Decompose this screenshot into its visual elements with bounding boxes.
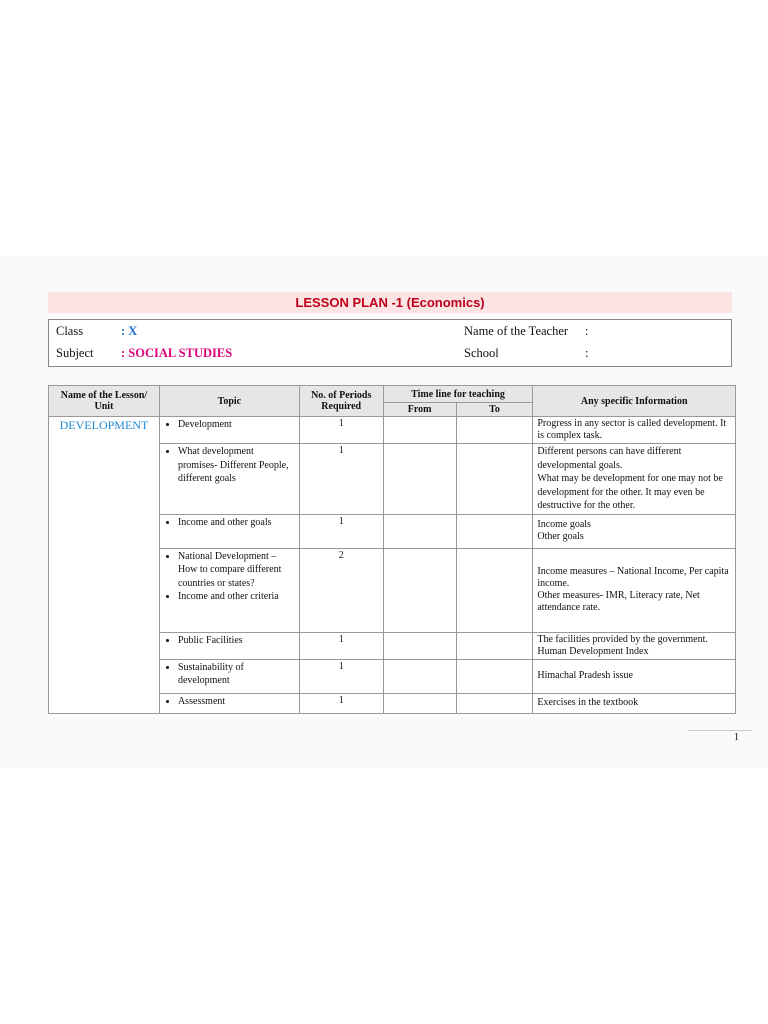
- class-value: : X: [121, 324, 138, 338]
- header-timeline: Time line for teaching: [383, 386, 533, 403]
- unit-name: DEVELOPMENT: [49, 417, 160, 714]
- lesson-plan-title: LESSON PLAN -1 (Economics): [295, 295, 485, 310]
- page-number: 1: [734, 732, 739, 743]
- info-line: Income measures – National Income, Per capita income.: [537, 566, 729, 589]
- school-label: School: [464, 346, 499, 360]
- teacher-label: Name of the Teacher: [464, 324, 569, 338]
- to-cell: [456, 659, 533, 693]
- info-line: Income goals: [537, 519, 591, 530]
- from-cell: [383, 693, 456, 713]
- topic-cell: [159, 417, 299, 444]
- periods-cell: 1: [299, 659, 383, 693]
- info-cell: [533, 659, 736, 693]
- periods-cell: 1: [299, 417, 383, 444]
- periods-cell: 1: [299, 514, 383, 548]
- info-cell: [533, 417, 736, 444]
- topic-item: • What development promises- Different People, different goals: [178, 445, 295, 486]
- info-cell: [533, 444, 736, 515]
- info-line: Progress in any sector is called development. It is complex task.: [537, 418, 727, 441]
- to-cell: [456, 632, 533, 659]
- info-line: Himachal Pradesh issue: [537, 670, 633, 681]
- to-cell: [456, 693, 533, 713]
- topic-cell: [159, 693, 299, 713]
- header-lesson: Name of the Lesson/ Unit: [49, 386, 160, 417]
- table-row: [49, 417, 736, 444]
- topic-item: • Sustainability of development: [178, 661, 295, 688]
- from-cell: [383, 659, 456, 693]
- from-cell: [383, 632, 456, 659]
- info-cell: [533, 632, 736, 659]
- info-cell: [533, 693, 736, 713]
- from-cell: [383, 444, 456, 515]
- topic-item: • National Development – How to compare different countries or states?: [178, 550, 295, 591]
- topic-item: • Development: [178, 418, 295, 432]
- title-bar: [48, 292, 732, 313]
- topic-item: • Public Facilities: [178, 634, 295, 648]
- info-cell: [533, 514, 736, 548]
- topic-item: • Income and other goals: [178, 516, 295, 530]
- topic-item: • Income and other criteria: [178, 590, 295, 604]
- header-to: To: [456, 403, 533, 417]
- info-line: What may be development for one may not be development for the other. It may even be destructive for the other.: [537, 473, 723, 511]
- class-label: Class: [56, 324, 84, 338]
- topic-item: • Assessment: [178, 695, 295, 709]
- topic-cell: [159, 659, 299, 693]
- from-cell: [383, 548, 456, 632]
- periods-cell: 1: [299, 632, 383, 659]
- periods-cell: 1: [299, 693, 383, 713]
- info-line: Other measures- IMR, Literacy rate, Net attendance rate.: [537, 590, 700, 613]
- info-line: Other goals: [537, 531, 584, 542]
- info-box: [48, 319, 732, 367]
- document-page: [0, 256, 768, 768]
- header-info: Any specific Information: [533, 386, 736, 417]
- periods-cell: 1: [299, 444, 383, 515]
- periods-cell: 2: [299, 548, 383, 632]
- info-line: Human Development Index: [537, 645, 649, 657]
- info-line: Different persons can have different developmental goals.: [537, 446, 682, 471]
- footer-divider: [688, 730, 752, 731]
- to-cell: [456, 514, 533, 548]
- header-topic: Topic: [159, 386, 299, 417]
- from-cell: [383, 417, 456, 444]
- topic-cell: [159, 514, 299, 548]
- teacher-value: :: [585, 324, 589, 338]
- lesson-plan-table: [48, 385, 736, 714]
- header-from: From: [383, 403, 456, 417]
- topic-cell: [159, 548, 299, 632]
- to-cell: [456, 417, 533, 444]
- to-cell: [456, 444, 533, 515]
- info-line: Exercises in the textbook: [537, 697, 639, 708]
- topic-cell: [159, 444, 299, 515]
- info-cell: [533, 548, 736, 632]
- info-line: The facilities provided by the government.: [537, 633, 708, 645]
- header-periods: No. of Periods Required: [299, 386, 383, 417]
- from-cell: [383, 514, 456, 548]
- school-value: :: [585, 346, 589, 360]
- to-cell: [456, 548, 533, 632]
- topic-cell: [159, 632, 299, 659]
- subject-value: : SOCIAL STUDIES: [121, 346, 233, 360]
- subject-label: Subject: [56, 346, 94, 360]
